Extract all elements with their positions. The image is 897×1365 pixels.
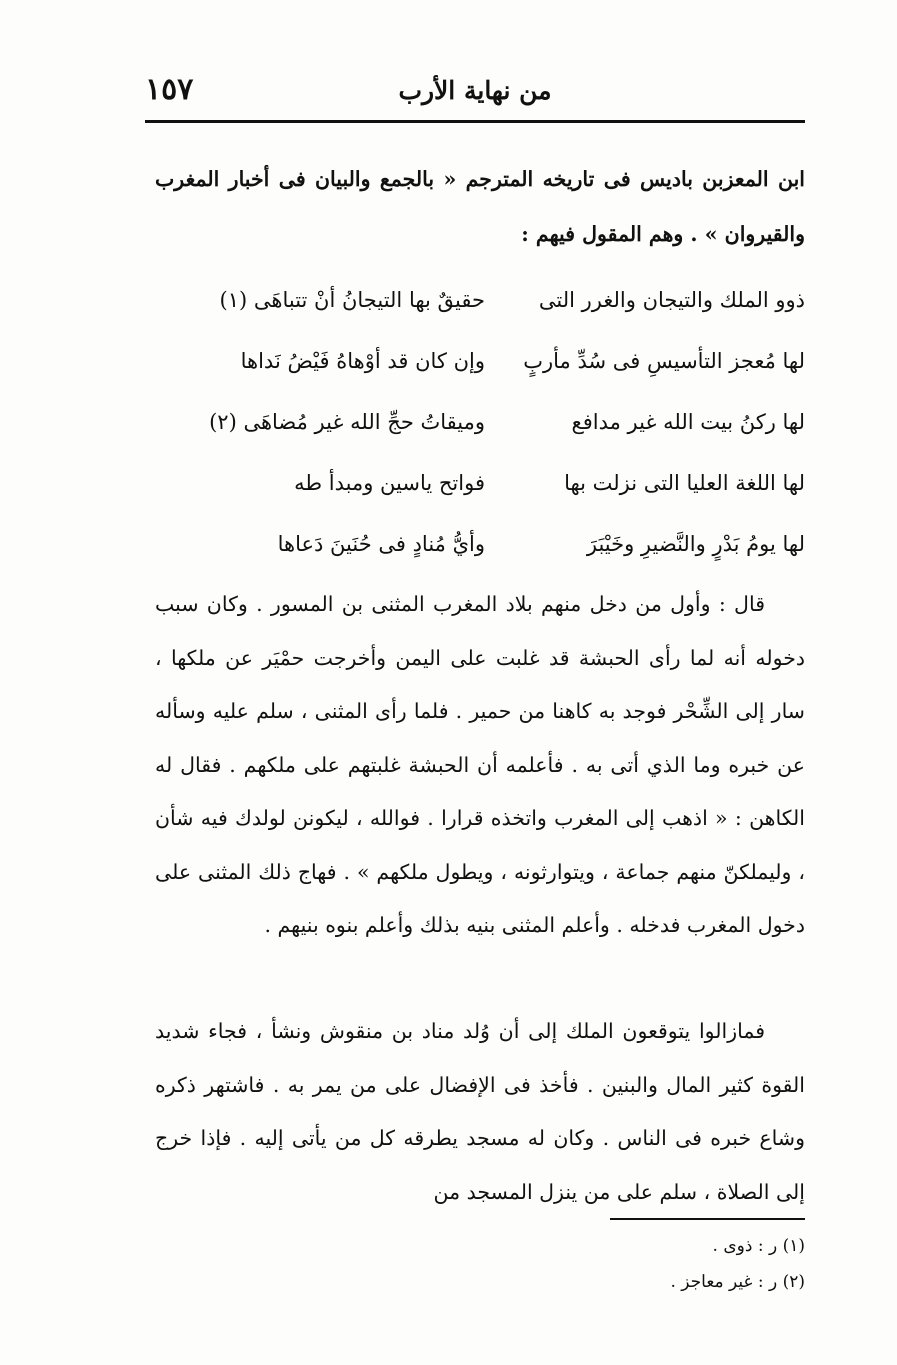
- verse-second-hemistich: حقيقٌ بها التيجانُ أنْ تتباهَى (١): [219, 288, 485, 312]
- poem-verse: [155, 331, 805, 392]
- verse-first-hemistich: لها ركنُ بيت الله غير مدافع: [571, 410, 805, 434]
- verse-first-hemistich: لها مُعجز التأسيسِ فى سُدِّ مأربٍ: [523, 349, 805, 373]
- verse-first-hemistich: ذوو الملك والتيجان والغرر التى: [538, 288, 805, 312]
- verse-second-hemistich: وأيُّ مُنادٍ فى حُنَينَ دَعاها: [277, 532, 485, 556]
- verse-second-hemistich: وميقاتُ حجِّ الله غير مُضاهَى (٢): [209, 410, 485, 434]
- verse-first-hemistich: لها اللغة العليا التى نزلت بها: [564, 471, 805, 495]
- verse-second-hemistich: فواتح ياسين ومبدأ طه: [294, 471, 485, 495]
- poem-verse: [155, 270, 805, 331]
- intro-text: ابن المعزبن باديس فى تاريخه المترجم « بالجمع والبيان فى أخبار المغرب والقيروان » . وهم المقول فيهم :: [155, 167, 805, 246]
- body-paragraph: فمازالوا يتوقعون الملك إلى أن وُلد مناد بن منقوش ونشأ ، فجاء شديد القوة كثير المال والبنين . فأخذ فى الإفضال على من يمر به . فاشتهر ذكره وشاع خبره فى الناس . وكان له مسجد يطرقه كل من يأتى إليه . فإذا خرج إلى الصلاة ، سلم على من ينزل المسجد من: [155, 1019, 805, 1204]
- body-paragraph: قال : وأول من دخل منهم بلاد المغرب المثنى بن المسور . وكان سبب دخوله أنه لما رأى الحبشة قد غلبت على اليمن وأخرجت حمْيَر عن ملكها ، سار إلى الشِّحْر فوجد به كاهنا من حمير . فلما رأى المثنى ، سلم عليه وسأله عن خبره وما الذي أتى به . فأعلمه أن الحبشة غلبتهم على ملكهم . فقال له الكاهن : « اذهب إلى المغرب واتخذه قرارا . فوالله ، ليكونن لولدك فيه شأن ، وليملكنّ منهم جماعة ، ويتوارثونه ، ويطول ملكهم » . فهاج ذلك المثنى على دخول المغرب فدخله . وأعلم المثنى بنيه بذلك وأعلم بنوه بنيهم .: [155, 592, 805, 937]
- page-header: [145, 68, 805, 118]
- footnote: (٢) ر : غير معاجز .: [670, 1272, 805, 1292]
- header-rule: [145, 120, 805, 123]
- page-number: ١٥٧: [145, 72, 194, 107]
- poem-verse: [155, 392, 805, 453]
- poem-verse: [155, 514, 805, 575]
- verse-second-hemistich: وإن كان قد أوْهاهُ فَيْضُ نَداها: [240, 349, 485, 373]
- poem-verse: [155, 453, 805, 514]
- poem: [155, 270, 805, 575]
- running-title: من نهاية الأرب: [398, 76, 552, 105]
- footnotes: [155, 1228, 805, 1300]
- verse-first-hemistich: لها يومُ بَدْرٍ والنَّضيرِ وخَيْبَرَ: [586, 532, 805, 556]
- footnote-rule: [610, 1218, 805, 1220]
- footnote: (١) ر : ذوى .: [712, 1236, 805, 1256]
